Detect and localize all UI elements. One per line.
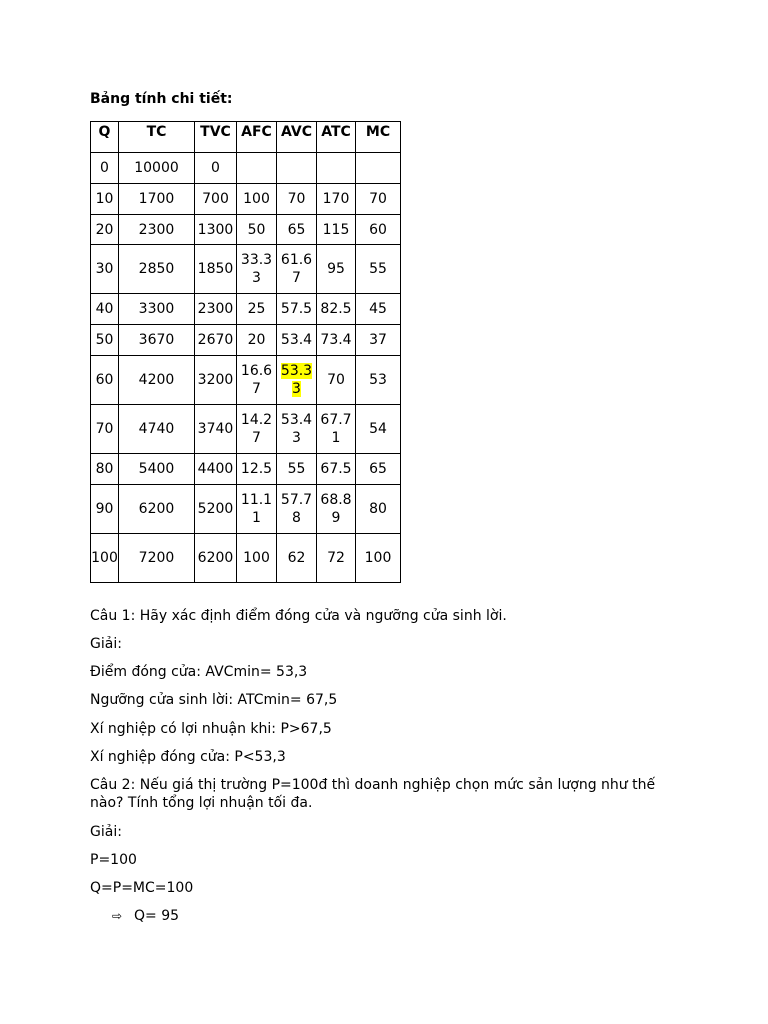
cell-mc: 60 xyxy=(356,215,401,245)
cell-tvc: 1300 xyxy=(195,215,237,245)
cell-tvc: 6200 xyxy=(195,534,237,583)
cell-q: 80 xyxy=(91,454,119,485)
cell-afc: 14.27 xyxy=(237,405,277,454)
cell-atc: 72 xyxy=(317,534,356,583)
price-line: P=100 xyxy=(90,852,137,868)
table-header-row xyxy=(91,122,401,153)
cell-afc: 100 xyxy=(237,534,277,583)
solution-label-1: Giải: xyxy=(90,636,122,652)
header-atc: ATC xyxy=(317,122,356,153)
cell-mc: 80 xyxy=(356,485,401,534)
breakeven-point: Ngưỡng cửa sinh lời: ATCmin= 67,5 xyxy=(90,692,338,708)
header-tvc: TVC xyxy=(195,122,237,153)
cell-mc: 37 xyxy=(356,325,401,356)
cell-tc: 4200 xyxy=(119,356,195,405)
cell-q: 10 xyxy=(91,184,119,215)
shutdown-point: Điểm đóng cửa: AVCmin= 53,3 xyxy=(90,664,308,680)
cell-atc: 70 xyxy=(317,356,356,405)
table-row xyxy=(91,356,401,405)
cell-afc: 16.67 xyxy=(237,356,277,405)
equilibrium-line: Q=P=MC=100 xyxy=(90,880,194,896)
cell-avc: 57.5 xyxy=(277,294,317,325)
cell-avc: 53.43 xyxy=(277,405,317,454)
table-row xyxy=(91,454,401,485)
cell-avc: 65 xyxy=(277,215,317,245)
cell-afc: 50 xyxy=(237,215,277,245)
cell-afc: 20 xyxy=(237,325,277,356)
cell-avc: 55 xyxy=(277,454,317,485)
cell-mc xyxy=(356,153,401,184)
result-text: Q= 95 xyxy=(134,908,180,924)
cell-afc: 11.11 xyxy=(237,485,277,534)
cell-avc xyxy=(277,153,317,184)
cell-avc: 61.67 xyxy=(277,245,317,294)
cell-tvc: 5200 xyxy=(195,485,237,534)
table-row xyxy=(91,245,401,294)
header-q: Q xyxy=(91,122,119,153)
cell-mc: 54 xyxy=(356,405,401,454)
cell-avc: 57.78 xyxy=(277,485,317,534)
cell-afc: 100 xyxy=(237,184,277,215)
header-tc: TC xyxy=(119,122,195,153)
cell-tc: 2850 xyxy=(119,245,195,294)
header-afc: AFC xyxy=(237,122,277,153)
cell-tvc: 2670 xyxy=(195,325,237,356)
cell-tc: 6200 xyxy=(119,485,195,534)
cell-tvc: 1850 xyxy=(195,245,237,294)
cell-atc: 67.71 xyxy=(317,405,356,454)
cell-afc: 12.5 xyxy=(237,454,277,485)
close-condition: Xí nghiệp đóng cửa: P<53,3 xyxy=(90,749,286,765)
cell-atc: 67.5 xyxy=(317,454,356,485)
cell-afc xyxy=(237,153,277,184)
cell-tc: 3670 xyxy=(119,325,195,356)
cell-q: 40 xyxy=(91,294,119,325)
cell-tvc: 0 xyxy=(195,153,237,184)
cell-tvc: 700 xyxy=(195,184,237,215)
question-2: Câu 2: Nếu giá thị trường P=100đ thì doanh nghiệp chọn mức sản lượng như thế nào? Tính tổng lợi nhuận tối đa. xyxy=(90,777,656,811)
highlighted-value: 53.33 xyxy=(280,363,313,397)
table-row xyxy=(91,153,401,184)
cell-atc: 68.89 xyxy=(317,485,356,534)
cell-avc: 53.4 xyxy=(277,325,317,356)
header-avc: AVC xyxy=(277,122,317,153)
cell-tvc: 4400 xyxy=(195,454,237,485)
solution-label-2: Giải: xyxy=(90,824,122,840)
cell-atc: 95 xyxy=(317,245,356,294)
cell-avc xyxy=(277,356,317,405)
table-row xyxy=(91,215,401,245)
table-row xyxy=(91,485,401,534)
cell-q: 20 xyxy=(91,215,119,245)
cell-mc: 45 xyxy=(356,294,401,325)
cell-q: 70 xyxy=(91,405,119,454)
header-mc: MC xyxy=(356,122,401,153)
profit-condition: Xí nghiệp có lợi nhuận khi: P>67,5 xyxy=(90,721,332,737)
arrow-icon: ⇨ xyxy=(112,909,123,923)
cost-table xyxy=(90,121,401,583)
cell-avc: 70 xyxy=(277,184,317,215)
cell-q: 60 xyxy=(91,356,119,405)
cell-mc: 65 xyxy=(356,454,401,485)
cell-tc: 10000 xyxy=(119,153,195,184)
table-row xyxy=(91,534,401,583)
cell-tc: 2300 xyxy=(119,215,195,245)
cell-mc: 100 xyxy=(356,534,401,583)
cell-q: 30 xyxy=(91,245,119,294)
cell-atc xyxy=(317,153,356,184)
cell-q: 50 xyxy=(91,325,119,356)
cell-atc: 115 xyxy=(317,215,356,245)
table-body xyxy=(91,153,401,583)
cell-tvc: 2300 xyxy=(195,294,237,325)
cell-tc: 1700 xyxy=(119,184,195,215)
cell-q: 90 xyxy=(91,485,119,534)
result-line xyxy=(112,907,179,925)
table-row xyxy=(91,405,401,454)
cell-tc: 3300 xyxy=(119,294,195,325)
table-title: Bảng tính chi tiết: xyxy=(90,91,233,107)
table-row xyxy=(91,294,401,325)
cell-tvc: 3200 xyxy=(195,356,237,405)
cell-tvc: 3740 xyxy=(195,405,237,454)
table-row xyxy=(91,184,401,215)
cell-mc: 70 xyxy=(356,184,401,215)
cell-atc: 73.4 xyxy=(317,325,356,356)
cell-q: 100 xyxy=(91,534,119,583)
cell-mc: 55 xyxy=(356,245,401,294)
cell-afc: 25 xyxy=(237,294,277,325)
cell-atc: 82.5 xyxy=(317,294,356,325)
table-row xyxy=(91,325,401,356)
cell-atc: 170 xyxy=(317,184,356,215)
cell-tc: 7200 xyxy=(119,534,195,583)
cell-q: 0 xyxy=(91,153,119,184)
cell-mc: 53 xyxy=(356,356,401,405)
cell-tc: 4740 xyxy=(119,405,195,454)
cell-avc: 62 xyxy=(277,534,317,583)
cell-afc: 33.33 xyxy=(237,245,277,294)
question-1: Câu 1: Hãy xác định điểm đóng cửa và ngưỡng cửa sinh lời. xyxy=(90,608,507,624)
cell-tc: 5400 xyxy=(119,454,195,485)
